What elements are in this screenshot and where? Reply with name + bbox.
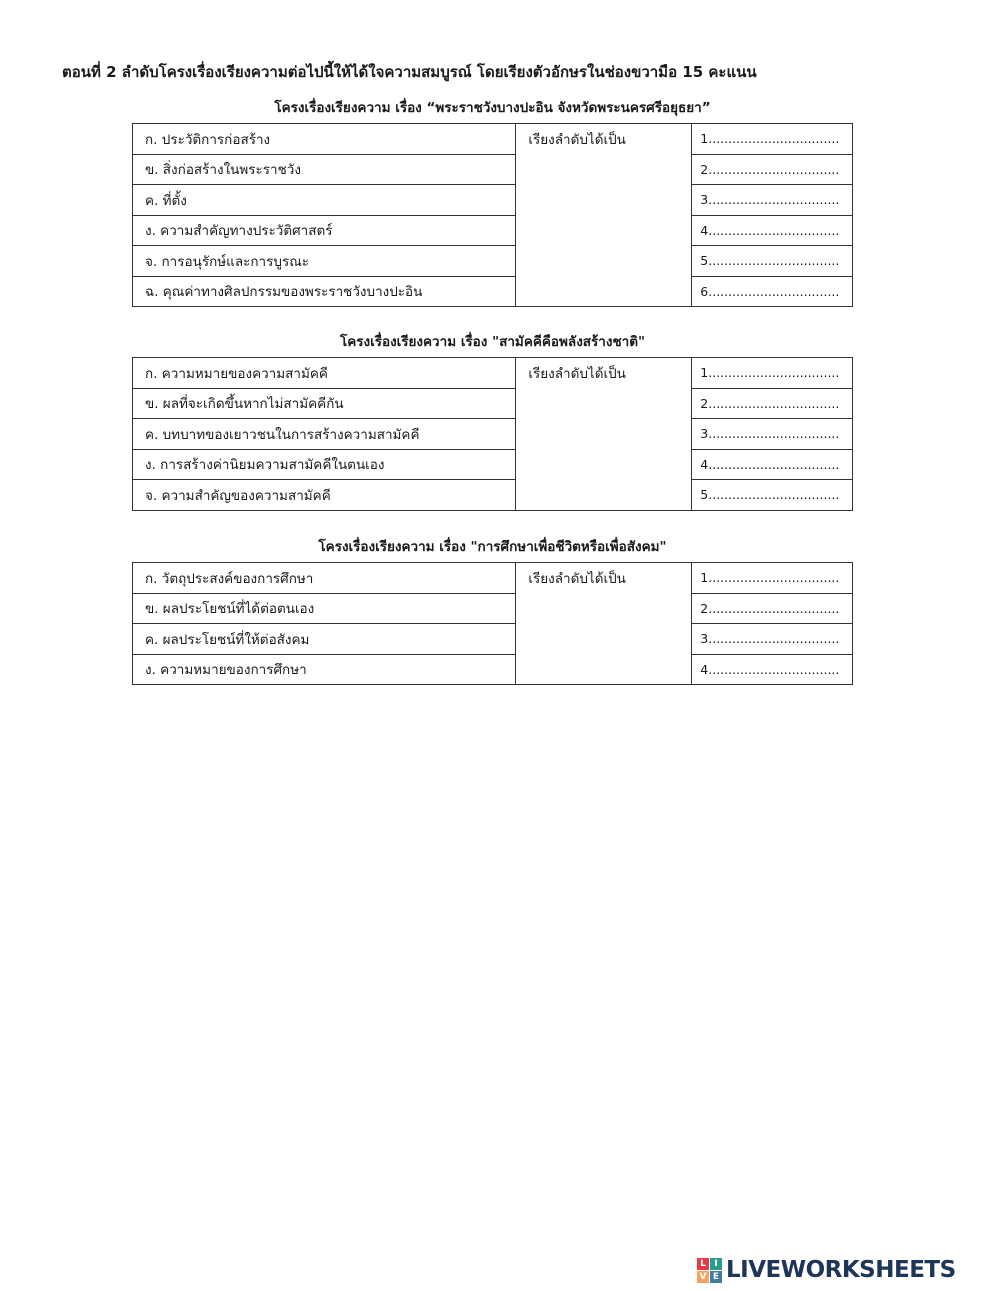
order-label: เรียงลำดับได้เป็น	[516, 358, 692, 511]
answer-blank[interactable]: 5.................................	[692, 480, 853, 511]
table-row	[133, 624, 853, 655]
liveworksheets-logo	[697, 1255, 956, 1285]
answer-blank[interactable]: 3.................................	[692, 624, 853, 655]
table-row	[133, 215, 853, 246]
outline-item: ง. ความหมายของการศึกษา	[133, 654, 516, 685]
outline-item: ฉ. คุณค่าทางศิลปกรรมของพระราชวังบางปะอิน	[133, 276, 516, 307]
logo-text: LIVEWORKSHEETS	[726, 1257, 956, 1283]
logo-mark-letter: E	[710, 1271, 722, 1283]
table-row	[133, 449, 853, 480]
section-title: โครงเรื่องเรียงความ เรื่อง "สามัคคีคือพลังสร้างชาติ"	[339, 334, 646, 350]
outline-item: จ. ความสำคัญของความสามัคคี	[133, 480, 516, 511]
outline-table	[132, 562, 853, 685]
table-row	[133, 480, 853, 511]
outline-item: ข. ผลประโยชน์ที่ได้ต่อตนเอง	[133, 593, 516, 624]
answer-blank[interactable]: 2.................................	[692, 154, 853, 185]
table-row	[133, 185, 853, 216]
outline-item: ค. ผลประโยชน์ที่ให้ต่อสังคม	[133, 624, 516, 655]
table-row	[133, 419, 853, 450]
instruction-heading: ตอนที่ 2 ลำดับโครงเรื่องเรียงความต่อไปนี้ให้ได้ใจความสมบูรณ์ โดยเรียงตัวอักษรในช่องขวามือ 15 คะแนน	[62, 63, 757, 81]
outline-item: ง. การสร้างค่านิยมความสามัคคีในตนเอง	[133, 449, 516, 480]
order-label: เรียงลำดับได้เป็น	[516, 563, 692, 685]
table-row	[133, 124, 853, 155]
answer-blank[interactable]: 4.................................	[692, 449, 853, 480]
outline-table	[132, 357, 853, 511]
answer-blank[interactable]: 6.................................	[692, 276, 853, 307]
logo-mark-icon	[697, 1258, 722, 1283]
answer-blank[interactable]: 1.................................	[692, 124, 853, 155]
outline-item: ข. ผลที่จะเกิดขึ้นหากไม่สามัคคีกัน	[133, 388, 516, 419]
logo-mark-letter: V	[697, 1271, 709, 1283]
answer-blank[interactable]: 4.................................	[692, 654, 853, 685]
order-label: เรียงลำดับได้เป็น	[516, 124, 692, 307]
table-row	[133, 358, 853, 389]
answer-blank[interactable]: 5.................................	[692, 246, 853, 277]
answer-blank[interactable]: 1.................................	[692, 358, 853, 389]
outline-item: จ. การอนุรักษ์และการบูรณะ	[133, 246, 516, 277]
section-title: โครงเรื่องเรียงความ เรื่อง "การศึกษาเพื่อชีวิตหรือเพื่อสังคม"	[318, 539, 667, 555]
outline-item: ง. ความสำคัญทางประวัติศาสตร์	[133, 215, 516, 246]
outline-item: ก. ประวัติการก่อสร้าง	[133, 124, 516, 155]
table-row	[133, 654, 853, 685]
outline-table	[132, 123, 853, 307]
table-row	[133, 388, 853, 419]
table-row	[133, 276, 853, 307]
answer-blank[interactable]: 3.................................	[692, 185, 853, 216]
answer-blank[interactable]: 3.................................	[692, 419, 853, 450]
logo-mark-letter: I	[710, 1258, 722, 1270]
answer-blank[interactable]: 1.................................	[692, 563, 853, 594]
outline-item: ข. สิ่งก่อสร้างในพระราชวัง	[133, 154, 516, 185]
table-row	[133, 563, 853, 594]
answer-blank[interactable]: 4.................................	[692, 215, 853, 246]
outline-item: ค. ที่ตั้ง	[133, 185, 516, 216]
answer-blank[interactable]: 2.................................	[692, 388, 853, 419]
section-title: โครงเรื่องเรียงความ เรื่อง “พระราชวังบางปะอิน จังหวัดพระนครศรีอยุธยา”	[274, 100, 711, 116]
table-row	[133, 154, 853, 185]
outline-item: ก. ความหมายของความสามัคคี	[133, 358, 516, 389]
answer-blank[interactable]: 2.................................	[692, 593, 853, 624]
outline-item: ก. วัตถุประสงค์ของการศึกษา	[133, 563, 516, 594]
table-row	[133, 593, 853, 624]
logo-mark-letter: L	[697, 1258, 709, 1270]
outline-item: ค. บทบาทของเยาวชนในการสร้างความสามัคคี	[133, 419, 516, 450]
table-row	[133, 246, 853, 277]
